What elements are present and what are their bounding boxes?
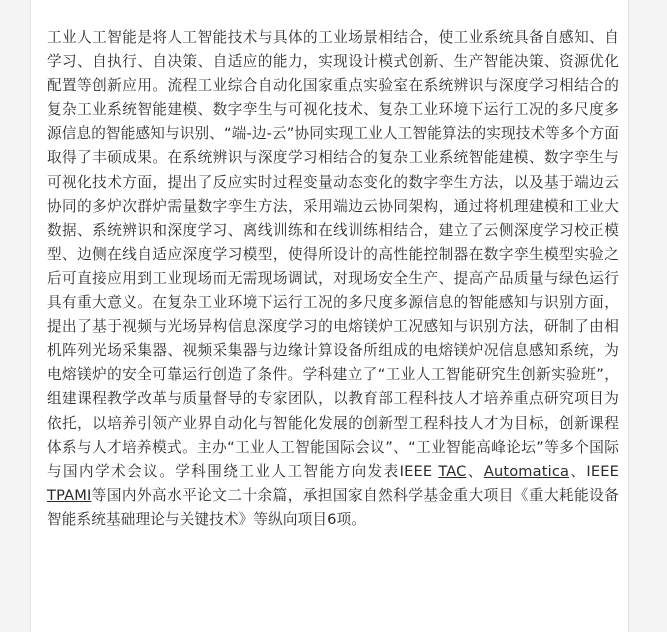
article-page <box>30 0 629 632</box>
article-body <box>47 26 619 532</box>
paragraph-text-separator: 、IEEE <box>569 462 619 480</box>
journal-link-automatica[interactable]: Automatica <box>483 462 570 480</box>
journal-link-tac[interactable]: TAC <box>438 462 467 480</box>
journal-link-tpami[interactable]: TPAMI <box>47 486 92 504</box>
article-paragraph <box>47 26 619 532</box>
paragraph-text: 工业人工智能是将人工智能技术与具体的工业场景相结合，使工业系统具备自感知、自学习、自执行、自决策、自适应的能力，实现设计模式创新、生产智能决策、资源优化配置等创新应用。流程工业综合自动化国家重点实验室在系统辨识与深度学习相结合的复杂工业系统智能建模、数字孪生与可视化技术、复杂工业环境下运行工况的多尺度多源信息的智能感知与识别、“端-边-云”协同实现工业人工智能算法的实现技术等多个方面取得了丰硕成果。在系统辨识与深度学习相结合的复杂工业系统智能建模、数字孪生与可视化技术方面，提出了反应实时过程变量动态变化的数字孪生方法，以及基于端边云协同的多炉次群炉需量数字孪生方法，采用端边云协同架构，通过将机理建模和工业大数据、系统辨识和深度学习、离线训练和在线训练相结合，建立了云侧深度学习校正模型、边侧在线自适应深度学习模型，使得所设计的高性能控制器在数字孪生模型实验之后可直接应用到工业现场而无需现场调试，对现场安全生产、提高产品质量与绿色运行具有重大意义。在复杂工业环境下运行工况的多尺度多源信息的智能感知与识别方面，提出了基于视频与光场异构信息深度学习的电熔镁炉工况感知与识别方法，研制了由相机阵列光场采集器、视频采集器与边缘计算设备所组成的电熔镁炉况信息感知系统，为电熔镁炉的安全可靠运行创造了条件。学科建立了“工业人工智能研究生创新实验班”，组建课程教学改革与质量督导的专家团队，以教育部工程科技人才培养重点研究项目为依托，以培养引领产业界自动化与智能化发展的创新型工程科技人才为目标，创新课程体系与人才培养模式。主办“工业人工智能国际会议”、“工业智能高峰论坛”等多个国际与国内学术会议。学科围绕工业人工智能方向发表IEEE <box>47 29 619 480</box>
paragraph-text-separator: 、 <box>466 462 484 480</box>
paragraph-text-ending: 等国内外高水平论文二十余篇，承担国家自然科学基金重大项目《重大耗能设备智能系统基础理论与关键技术》等纵向项目6项。 <box>47 486 619 528</box>
